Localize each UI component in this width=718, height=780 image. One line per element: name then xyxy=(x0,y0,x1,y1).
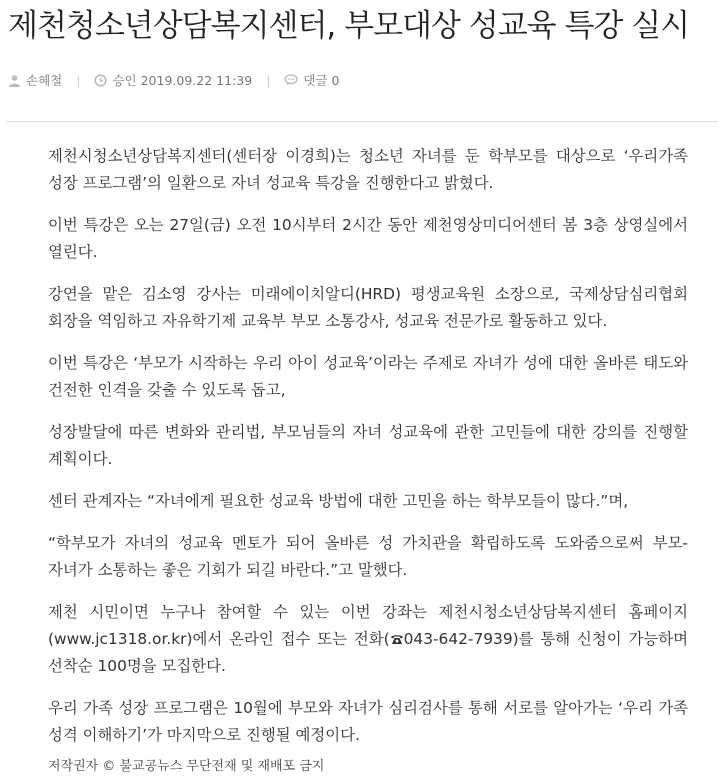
article-paragraph: 이번 특강은 오는 27일(금) 오전 10시부터 2시간 동안 제천영상미디어센터 봄 3층 상영실에서 열린다. xyxy=(48,216,688,261)
article-paragraph: 강연을 맡은 김소영 강사는 미래에이치알디(HRD) 평생교육원 소장으로, 국제상담심리협회 회장을 역임하고 자유학기제 교육부 부모 소통강사, 성교육 전문가로 활동하고 있다. xyxy=(48,285,688,330)
comments-link[interactable] xyxy=(284,71,339,89)
approved-date: 2019.09.22 11:39 xyxy=(140,72,253,88)
copyright-notice: 저작권자 © 불교공뉴스 무단전재 및 재배포 금지 xyxy=(48,759,325,774)
article-body xyxy=(48,143,688,764)
phone-number[interactable]: 043-642-7939 xyxy=(403,630,513,648)
author-info[interactable] xyxy=(8,71,62,89)
comments-count[interactable]: 댓글 0 xyxy=(303,73,340,88)
approval-info xyxy=(94,71,252,89)
article-meta xyxy=(8,70,339,90)
meta-separator: | xyxy=(266,72,271,88)
paragraph-text: 제천 시민이면 누구나 참여할 수 있는 이번 강좌는 제천시청소년상담복지센터 홈페이지(www.jc1318.or.kr)에서 온라인 접수 또는 전화( xyxy=(48,603,688,648)
article-paragraph: 우리 가족 성장 프로그램은 10월에 부모와 자녀가 심리검사를 통해 서로를 알아가는 ‘우리 가족 성격 이해하기’가 마지막으로 진행될 예정이다. xyxy=(48,699,688,744)
comment-icon xyxy=(284,74,298,86)
article-paragraph: 이번 특강은 ‘부모가 시작하는 우리 아이 성교육’이라는 주제로 자녀가 성에 대한 올바른 태도와 건전한 인격을 갖출 수 있도록 돕고, xyxy=(48,354,688,399)
header-divider xyxy=(6,121,718,122)
article-paragraph: 제천시청소년상담복지센터(센터장 이경희)는 청소년 자녀를 둔 학부모를 대상으로 ‘우리가족 성장 프로그램’의 일환으로 자녀 성교육 특강을 진행한다고 밝혔다. xyxy=(48,147,688,192)
author-name[interactable]: 손혜철 xyxy=(26,73,63,88)
article-paragraph: “학부모가 자녀의 성교육 멘토가 되어 올바른 성 가치관을 확립하도록 도와줌으로써 부모-자녀가 소통하는 좋은 기회가 되길 바란다.”고 말했다. xyxy=(48,534,688,579)
article-headline: 제천청소년상담복지센터, 부모대상 성교육 특강 실시 xyxy=(8,8,690,44)
article-paragraph: 센터 관계자는 “자녀에게 필요한 성교육 방법에 대한 고민을 하는 학부모들이 많다.”며, xyxy=(48,492,629,510)
article-paragraph: 성장발달에 따른 변화와 관리법, 부모님들의 자녀 성교육에 관한 고민들에 대한 강의를 진행할 계획이다. xyxy=(48,423,688,468)
paragraph-text: )를 통해 신청이 가능하며 선착순 100명을 모집한다. xyxy=(48,630,688,675)
approved-label: 승인 xyxy=(112,73,137,88)
meta-separator: | xyxy=(76,72,81,88)
phone-icon xyxy=(390,633,404,645)
article-paragraph xyxy=(48,599,688,680)
clock-icon xyxy=(94,74,107,87)
user-icon xyxy=(8,74,21,87)
